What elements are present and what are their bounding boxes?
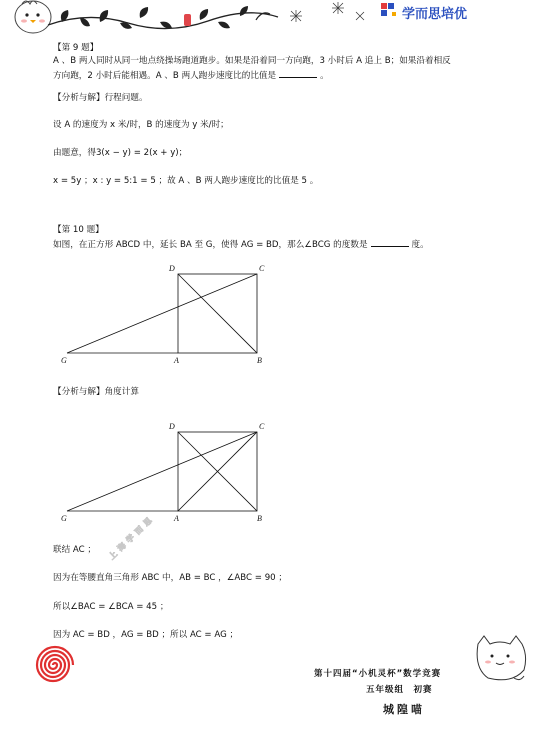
fig2-label-c: C (259, 422, 265, 431)
fig2-label-a: A (174, 514, 179, 523)
fig1-label-b: B (257, 356, 262, 365)
q9-text-line2-after: 。 (320, 71, 329, 81)
q10-text-after: 度。 (411, 240, 429, 250)
fig2-label-b: B (257, 514, 262, 523)
q10-tag: 【第 10 题】 (53, 225, 104, 235)
q10-text-before: 如图，在正方形 ABCD 中，延长 BA 至 G，使得 AG = BD，那么∠BCG 的度数是 (53, 240, 368, 250)
q10-step1: 联结 AC ； (53, 545, 96, 555)
fig1-label-c: C (259, 264, 265, 273)
q9-step3: x = 5y ；x : y = 5:1 = 5 ；故 A 、B 两人跑步速度比的比值是 5 。 (53, 176, 319, 186)
q9-analysis-label: 【分析与解】行程问题。 (53, 93, 148, 103)
logo-text: 学而思培优 (402, 7, 468, 22)
footer-level: 五年级组 初赛 (366, 685, 433, 695)
q9-answer-blank (279, 68, 317, 78)
footer-author: 城隍喵 (383, 703, 425, 716)
svg-text:上海学而思: 上海学而思 (107, 513, 157, 562)
figure-1-square-diagram (0, 255, 544, 370)
segment-gc (67, 274, 257, 353)
q10-text (53, 237, 429, 251)
q10-step2: 因为在等腰直角三角形 ABC 中，AB = BC ，∠ABC = 90 ； (53, 573, 287, 583)
q9-step2: 由题意，得3(x − y) = 2(x + y)； (53, 148, 188, 158)
diagonal-db (178, 274, 257, 353)
fig1-label-d: D (169, 264, 175, 273)
cat-mascot-icon (470, 632, 530, 692)
q10-step3: 所以∠BAC = ∠BCA = 45 ； (53, 602, 169, 612)
footer-competition: 第十四届“小机灵杯”数学竞赛 (314, 669, 442, 679)
fig1-label-a: A (174, 356, 179, 365)
q10-analysis-label: 【分析与解】角度计算 (53, 387, 139, 397)
q10-step4: 因为 AC = BD ，AG = BD ；所以 AC = AG ； (53, 630, 239, 640)
segment-gc (67, 432, 257, 511)
q9-text-line2-before: 方向跑，2 小时后能相遇。A 、B 两人跑步速度比的比值是 (53, 71, 277, 81)
q10-answer-blank (371, 237, 409, 247)
q9-text-line1: A 、B 两人同时从同一地点绕操场跑道跑步。如果是沿着同一方向跑，3 小时后 A 追上 B；如果沿着相反 (53, 56, 451, 66)
figure-2-square-diagram (0, 413, 544, 528)
fig2-label-d: D (169, 422, 175, 431)
red-spiral-icon (28, 640, 78, 690)
q9-text-line2 (53, 68, 329, 82)
q9-step1: 设 A 的速度为 x 米/时，B 的速度为 y 米/时； (53, 120, 229, 130)
fig1-label-g: G (61, 356, 67, 365)
q9-tag: 【第 9 题】 (53, 43, 99, 53)
fig2-label-g: G (61, 514, 67, 523)
